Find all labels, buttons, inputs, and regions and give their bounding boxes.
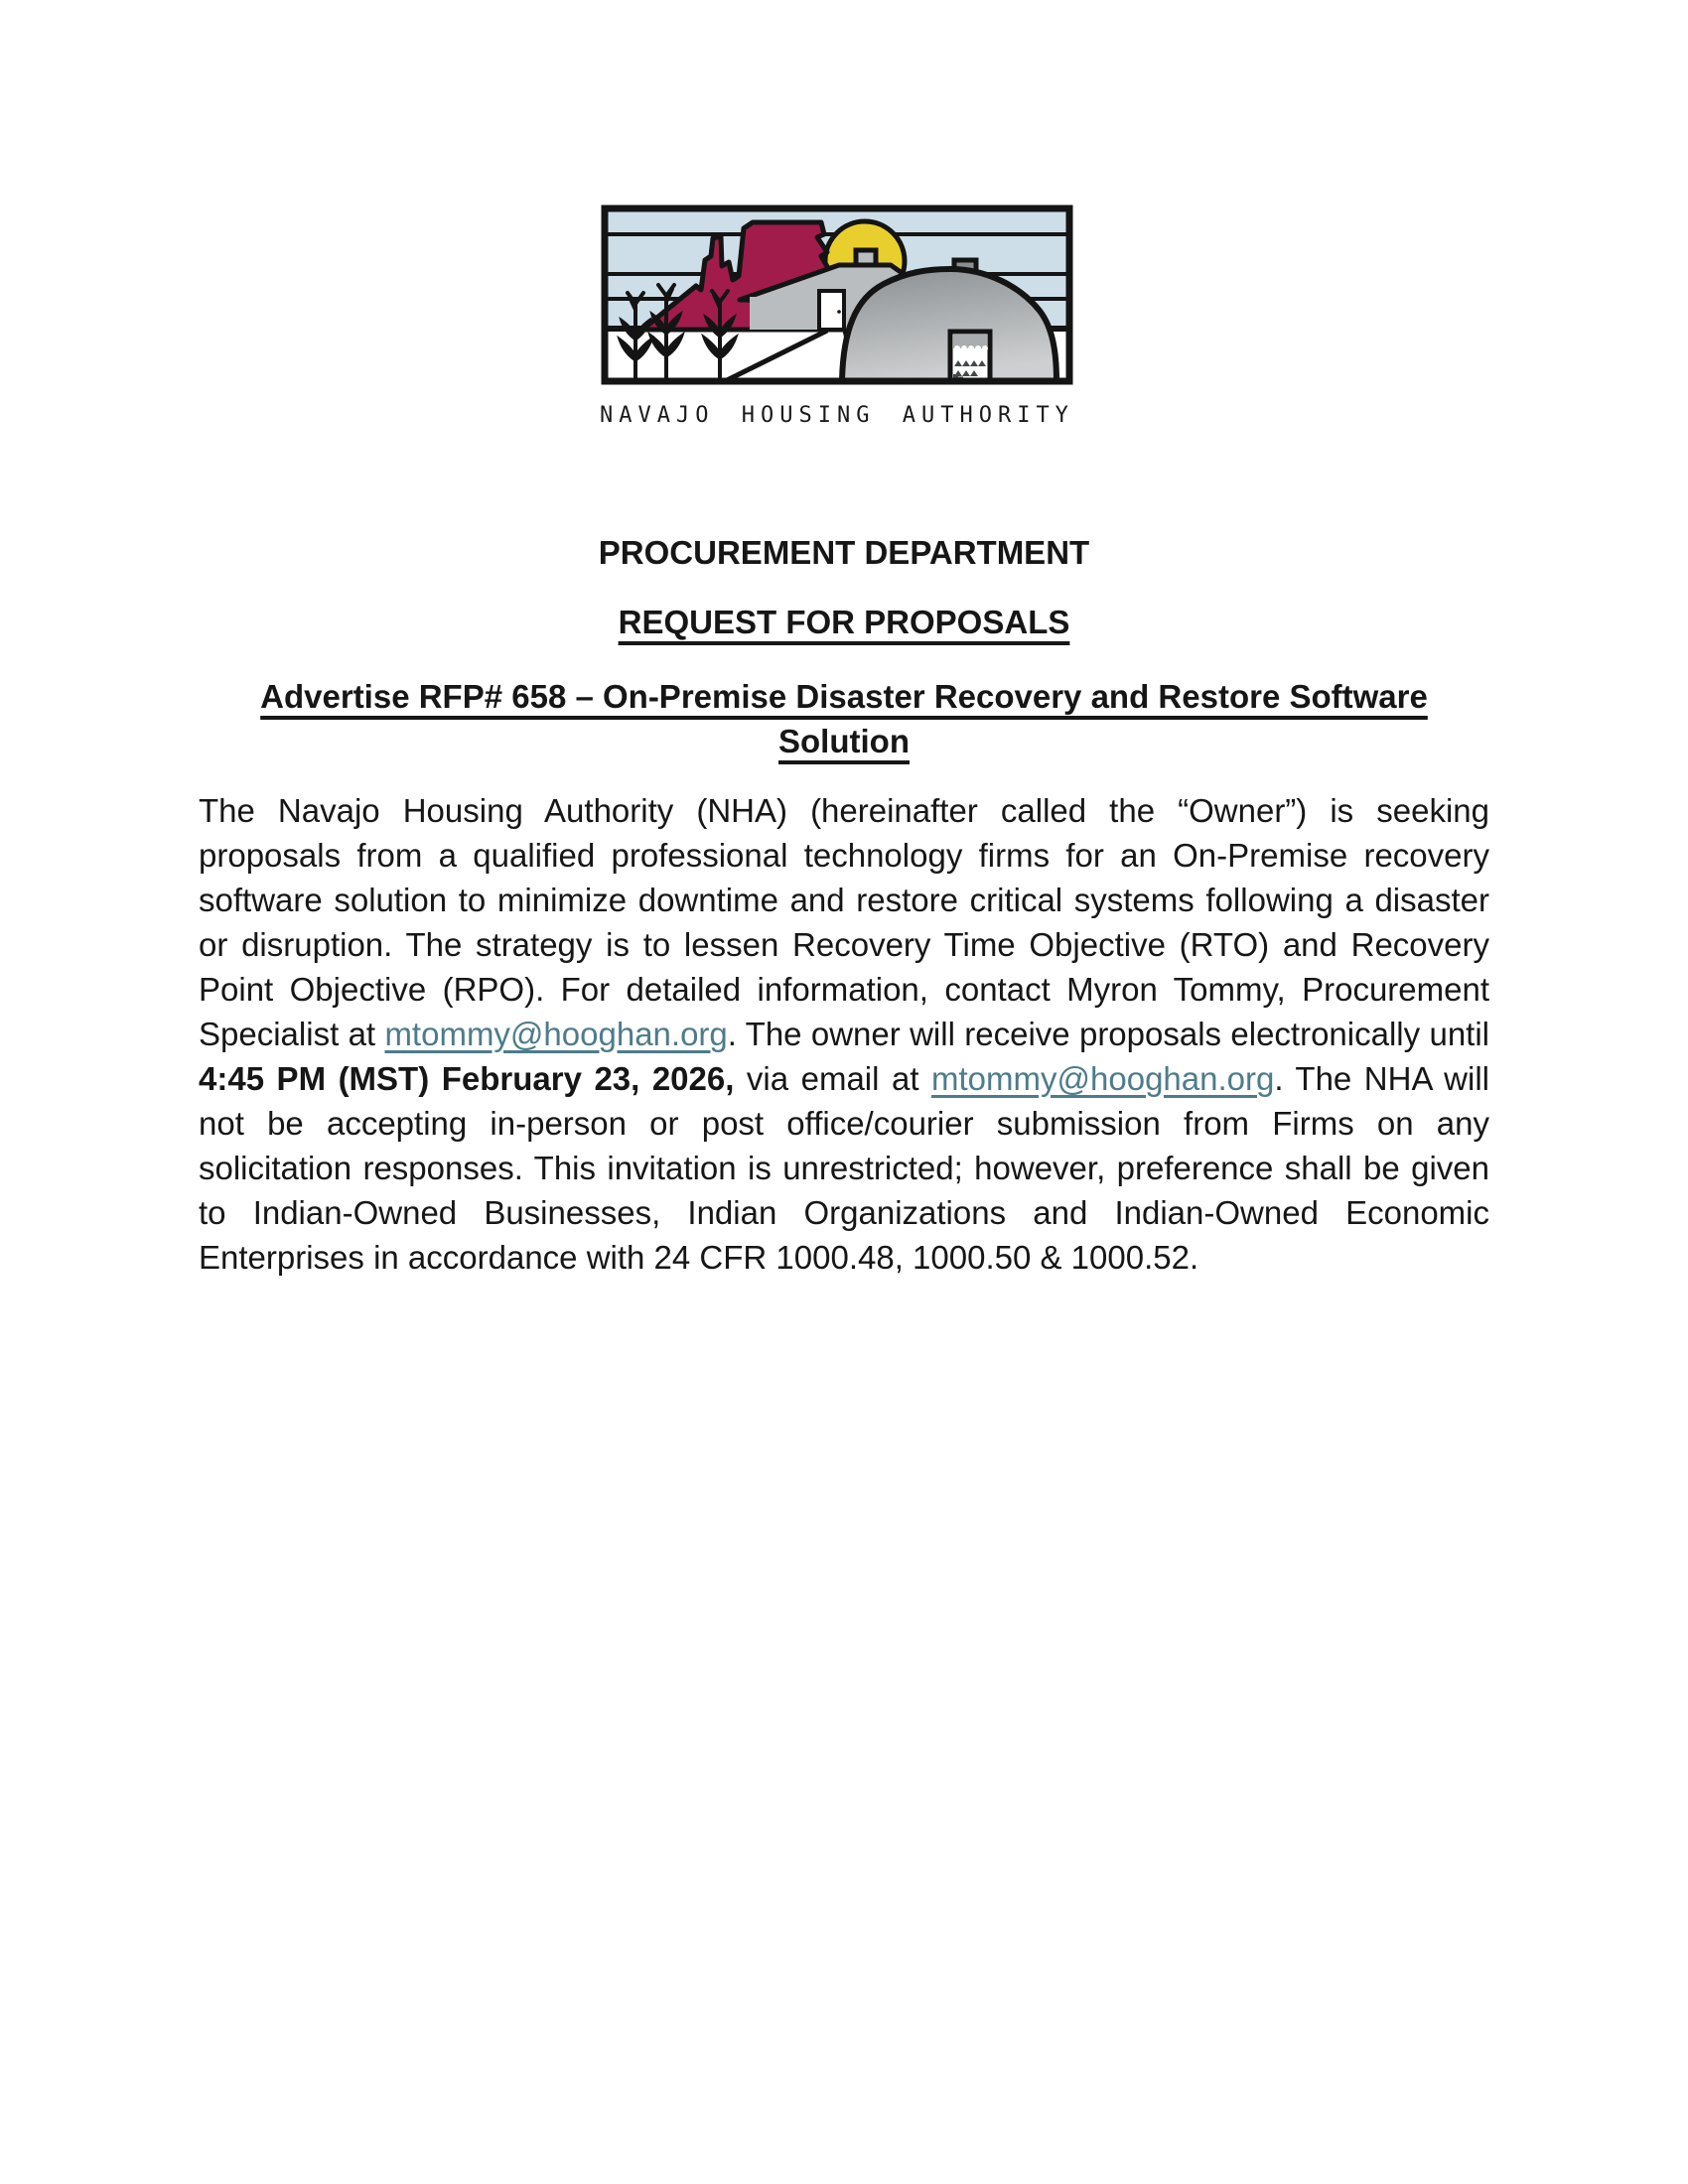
logo-caption: NAVAJO HOUSING AUTHORITY [600, 403, 1074, 428]
nha-logo-icon [601, 205, 1073, 385]
rfp-intro-paragraph [199, 788, 1489, 1280]
heading-request-for-proposals: REQUEST FOR PROPOSALS [618, 604, 1070, 640]
paragraph-text: via email at [734, 1060, 932, 1097]
paragraph-text: . The NHA will not be accepting in-person or post office/courier submission from Firms on any solicitation responses. This invitation is unrestricted; however, preference shall be given to Indian-Owned Businesses, Indian Organizations and Indian-Owned Economic Enterprises in accordance with 24 CFR 1000.48, 1000.50 & 1000.52. [199, 1060, 1489, 1276]
paragraph-text: The Navajo Housing Authority (NHA) (hereinafter called the “Owner”) is seeking proposals from a qualified professional technology firms for an On-Premise recovery software solution to minimize downtime and restore critical systems following a disaster or disruption. The strategy is to lessen Recovery Time Objective (RTO) and Recovery Point Objective (RPO). For detailed information, contact Myron Tommy, Procurement Specialist at [199, 792, 1489, 1052]
heading-advertise-rfp-title: Advertise RFP# 658 – On-Premise Disaster Recovery and Restore Software Solution [260, 678, 1428, 759]
house-door [819, 291, 844, 330]
heading-procurement-department: PROCUREMENT DEPARTMENT [598, 534, 1090, 571]
email-link[interactable]: mtommy@hooghan.org [384, 1016, 728, 1052]
house-door-knob [837, 310, 841, 314]
email-link[interactable]: mtommy@hooghan.org [931, 1060, 1275, 1097]
paragraph-text: . The owner will receive proposals electronically until [727, 1016, 1490, 1052]
nha-logo [601, 205, 1073, 385]
deadline-text: 4:45 PM (MST) February 23, 2026, [199, 1060, 735, 1097]
